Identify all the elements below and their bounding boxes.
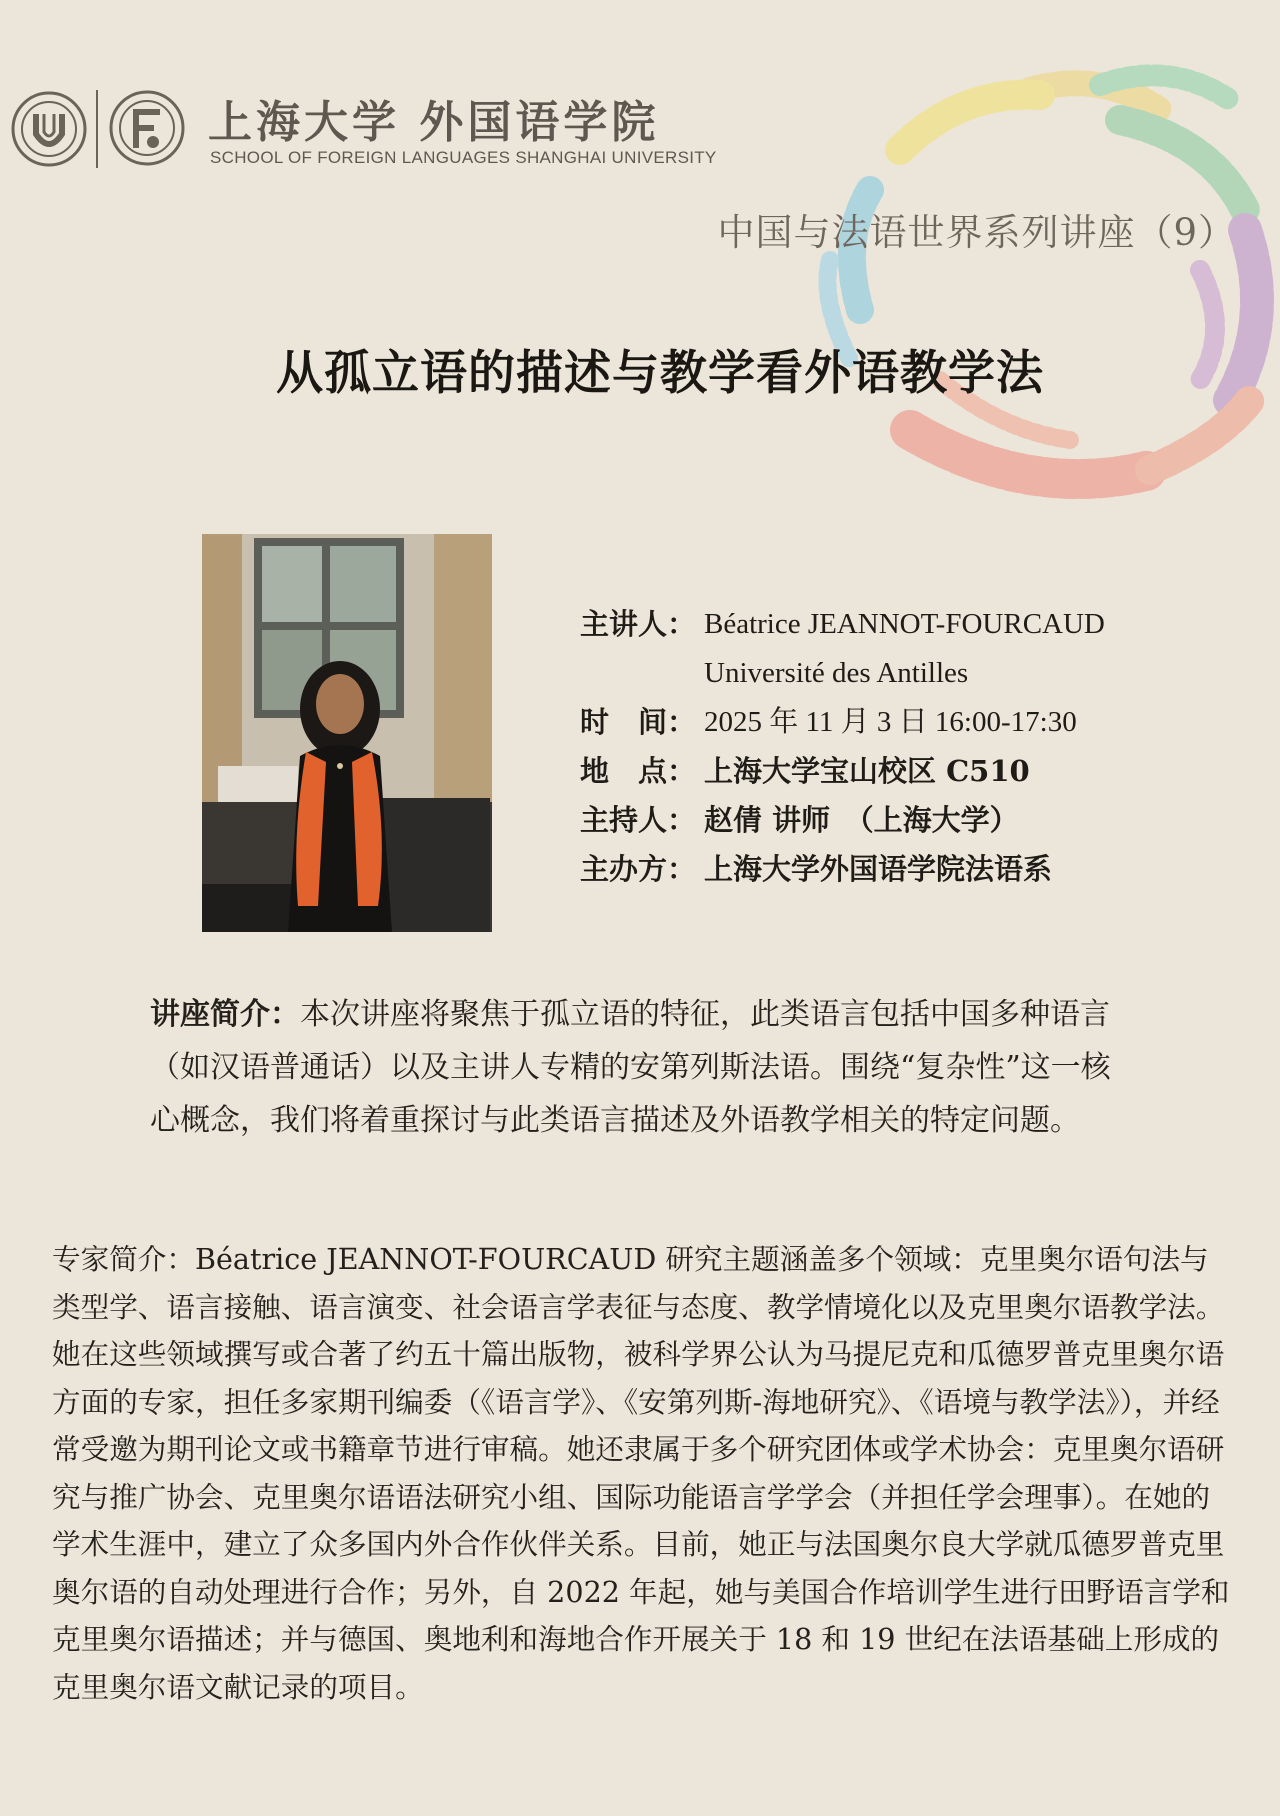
time-value: 2025 年 11 月 3 日 16:00-17:30 [704,706,1077,738]
shanghai-university-logo [10,80,88,178]
place-label: 地 点： [580,754,697,788]
organizer-value: 上海大学外国语学院法语系 [704,852,1053,886]
place-value: 上海大学宝山校区 C510 [704,754,1030,788]
series-title: 中国与法语世界系列讲座（9） [717,211,1236,254]
host-row [580,796,1105,845]
speaker-row [580,600,1105,649]
decorative-swirl [0,0,1280,560]
affiliation-row [580,649,1105,698]
expert-intro-label: 专家简介： [52,1242,195,1276]
speaker-name: Béatrice JEANNOT-FOURCAUD [704,608,1105,640]
expert-intro-text: Béatrice JEANNOT-FOURCAUD 研究主题涵盖多个领域：克里奥尔语句法与类型学、语言接触、语言演变、社会语言学表征与态度、教学情境化以及克里奥尔语教学法。她在这些领域撰写或合著了约五十篇出版物，被科学界公认为马提尼克和瓜德罗普克里奥尔语方面的专家，担任多家期刊编委（《语言学》、《安第列斯-海地研究》、《语境与教学法》），并经常受邀为期刊论文或书籍章节进行审稿。她还隶属于多个研究团体或学术协会：克里奥尔语研究与推广协会、克里奥尔语语法研究小组、国际功能语言学学会（并担任学会理事）。在她的学术生涯中，建立了众多国内外合作伙伴关系。目前，她正与法国奥尔良大学就瓜德罗普克里奥尔语的自动处理进行合作；另外，自 2022 年起，她与美国合作培训学生进行田野语言学和克里奥尔语描述；并与德国、奥地利和海地合作开展关于 18 和 19 世纪在法语基础上形成的克里奥尔语文献记录的项目。 [52,1242,1230,1704]
school-name-cn: 上海大学 外国语学院 [208,97,660,148]
lecture-intro [150,988,1140,1147]
school-name-en: SCHOOL OF FOREIGN LANGUAGES SHANGHAI UNIVERSITY [210,148,717,167]
speaker-photo [202,534,492,932]
organizer-row [580,845,1105,894]
lecture-intro-text: 本次讲座将聚焦于孤立语的特征，此类语言包括中国多种语言（如汉语普通话）以及主讲人专精的安第列斯法语。围绕“复杂性”这一核心概念，我们将着重探讨与此类语言描述及外语教学相关的特定问题。 [150,997,1111,1138]
expert-intro [52,1236,1232,1711]
organizer-label: 主办方： [580,852,697,886]
lecture-intro-label: 讲座简介： [150,997,300,1032]
time-row [580,698,1105,747]
lecture-title: 从孤立语的描述与教学看外语教学法 [276,346,1044,401]
place-row [580,747,1105,796]
logo-divider [96,90,98,168]
speaker-affiliation: Université des Antilles [704,657,969,689]
host-label: 主持人： [580,803,697,837]
speaker-label: 主讲人： [580,607,697,641]
time-label: 时 间： [580,705,697,739]
host-value: 赵倩 讲师 （上海大学） [704,803,1019,837]
school-of-foreign-languages-logo [106,80,188,176]
lecture-info [580,600,1105,894]
